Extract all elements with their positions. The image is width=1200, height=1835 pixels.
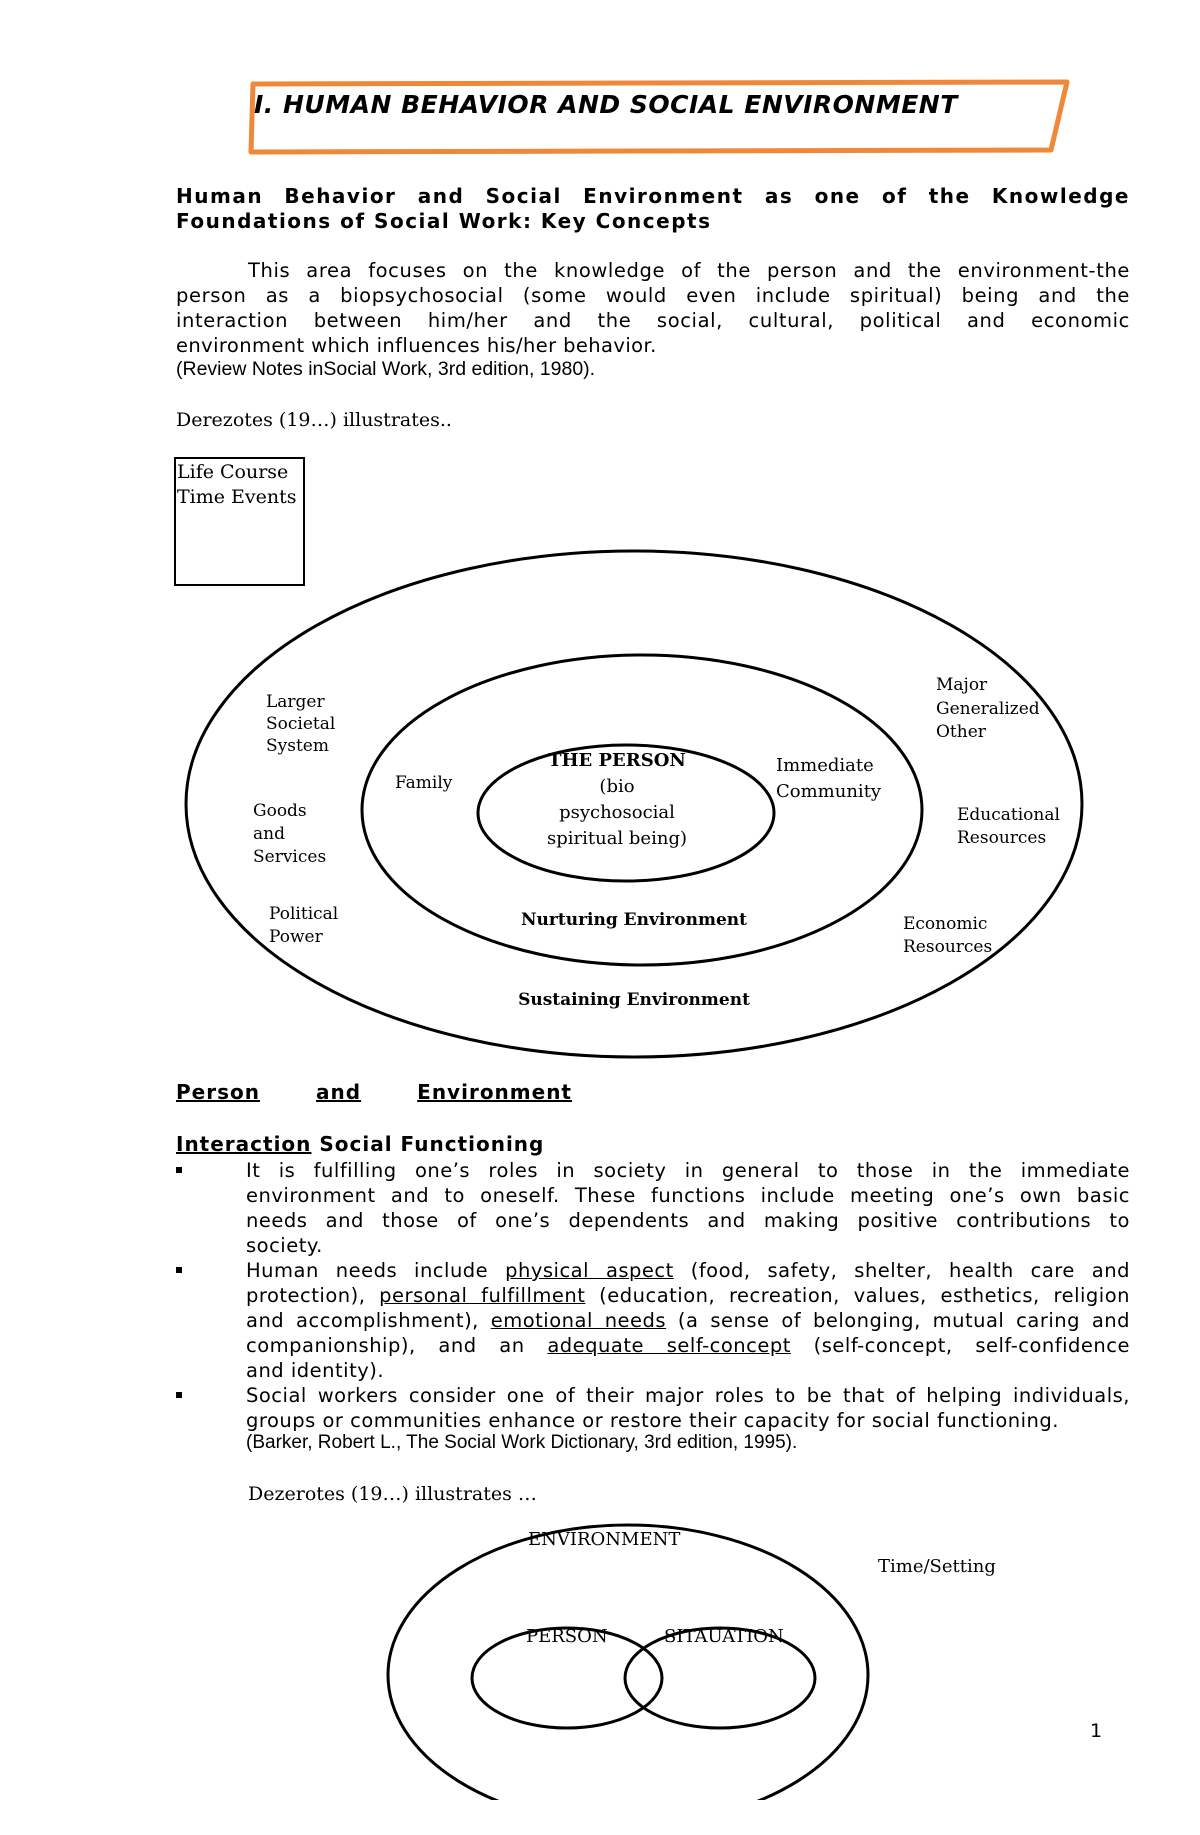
generalized-label: Generalized xyxy=(936,699,1040,719)
interaction-word: Interaction xyxy=(176,1132,312,1156)
intro-line-3: interaction between him/her and the social, cultural, political and economic xyxy=(176,309,1130,332)
goods-label: Goods xyxy=(253,801,307,821)
and-label: and xyxy=(253,824,285,844)
bullet-marker xyxy=(176,1167,182,1173)
bullet-2-line-1: Human needs include physical aspect (food, safety, shelter, health care and xyxy=(246,1259,1130,1282)
illustrates-caption-1: Derezotes (19…) illustrates.. xyxy=(176,409,452,431)
heading-word-environment: Environment xyxy=(417,1080,572,1104)
bullet-1-line-4: society. xyxy=(246,1234,323,1257)
environment-label: ENVIRONMENT xyxy=(528,1529,681,1550)
bullet-list xyxy=(176,1158,1130,1433)
person-sub-3: spiritual being) xyxy=(547,828,687,849)
econ-resources-label: Resources xyxy=(903,937,993,957)
emotional-needs-term: emotional needs xyxy=(490,1309,667,1332)
person-situation-diagram xyxy=(0,1500,1200,1800)
bullet-marker xyxy=(176,1392,182,1398)
heading-word-and: and xyxy=(316,1080,362,1104)
intro-line-2: person as a biopsychosocial (some would even include spiritual) being and the xyxy=(176,284,1130,307)
system-label: System xyxy=(266,736,329,756)
edu-resources-label: Resources xyxy=(957,828,1047,848)
bullet-2-line-4: companionship), and an adequate self-concept (self-concept, self-confidence xyxy=(246,1334,1130,1357)
subtitle-line-1: Human Behavior and Social Environment as one of the Knowledge xyxy=(176,184,1130,208)
bullet-2-line-3: and accomplishment), emotional needs (a sense of belonging, mutual caring and xyxy=(246,1309,1131,1332)
educational-label: Educational xyxy=(957,805,1060,825)
physical-aspect-term: physical aspect xyxy=(505,1259,674,1282)
bullet-1-line-1: It is fulfilling one’s roles in society in general to those in the immediate xyxy=(246,1159,1130,1182)
economic-label: Economic xyxy=(903,914,988,934)
intro-line-4: environment which influences his/her behavior. xyxy=(176,334,657,357)
time-events-label: Time Events xyxy=(177,486,297,508)
person-and-environment-heading xyxy=(176,1080,572,1104)
document-title: I. HUMAN BEHAVIOR AND SOCIAL ENVIRONMENT xyxy=(254,90,958,119)
bullet-item-human-needs xyxy=(176,1258,1130,1383)
page-number: 1 xyxy=(1090,1720,1103,1742)
social-functioning-word: Social Functioning xyxy=(311,1132,545,1156)
community-label: Community xyxy=(776,781,882,802)
subtitle-line-2: Foundations of Social Work: Key Concepts xyxy=(176,209,712,233)
personal-fulfillment-term: personal fulfillment xyxy=(379,1284,586,1307)
heading-word-person: Person xyxy=(176,1080,260,1104)
person-sub-2: psychosocial xyxy=(559,802,675,823)
bullet-item-social-workers xyxy=(176,1383,1130,1433)
bullet-item-roles xyxy=(176,1158,1130,1258)
bullet-3-line-1: Social workers consider one of their major roles to be that of helping individuals, xyxy=(246,1384,1130,1407)
illustrates-caption-2: Dezerotes (19…) illustrates … xyxy=(248,1483,537,1505)
other-label: Other xyxy=(936,722,986,742)
power-label: Power xyxy=(269,927,323,947)
major-label: Major xyxy=(936,675,988,695)
bullet-1-line-3: needs and those of one’s dependents and making positive contributions to xyxy=(246,1209,1130,1232)
bullet-marker xyxy=(176,1267,182,1273)
nurturing-environment-label: Nurturing Environment xyxy=(521,910,747,930)
sustaining-environment-label: Sustaining Environment xyxy=(518,990,750,1010)
societal-label: Societal xyxy=(266,714,336,734)
political-label: Political xyxy=(269,904,339,924)
intro-citation: (Review Notes inSocial Work, 3rd edition, 1980). xyxy=(176,358,596,380)
larger-label: Larger xyxy=(266,692,325,712)
time-setting-label: Time/Setting xyxy=(878,1556,996,1577)
bullet-2-line-5: and identity). xyxy=(246,1359,385,1382)
interaction-social-functioning-heading xyxy=(176,1132,544,1156)
bullet-3-line-2: groups or communities enhance or restore their capacity for social functioning. xyxy=(246,1409,1059,1432)
bullet-2-line-2: protection), personal fulfillment (education, recreation, values, esthetics, religion xyxy=(246,1284,1130,1307)
person-title: THE PERSON xyxy=(548,750,686,771)
adequate-self-concept-term: adequate self-concept xyxy=(547,1334,791,1357)
services-label: Services xyxy=(253,847,327,867)
person-sub-1: (bio xyxy=(599,776,635,797)
bullet-1-line-2: environment and to oneself. These functions include meeting one’s own basic xyxy=(246,1184,1130,1207)
intro-line-1: This area focuses on the knowledge of the person and the environment-the xyxy=(248,259,1130,282)
situation-label: SITAUATION xyxy=(664,1626,784,1647)
life-course-label: Life Course xyxy=(177,461,289,483)
barker-citation: (Barker, Robert L., The Social Work Dictionary, 3rd edition, 1995). xyxy=(246,1432,798,1453)
person-label: PERSON xyxy=(526,1626,608,1647)
immediate-label: Immediate xyxy=(776,755,874,776)
family-label: Family xyxy=(395,773,453,793)
